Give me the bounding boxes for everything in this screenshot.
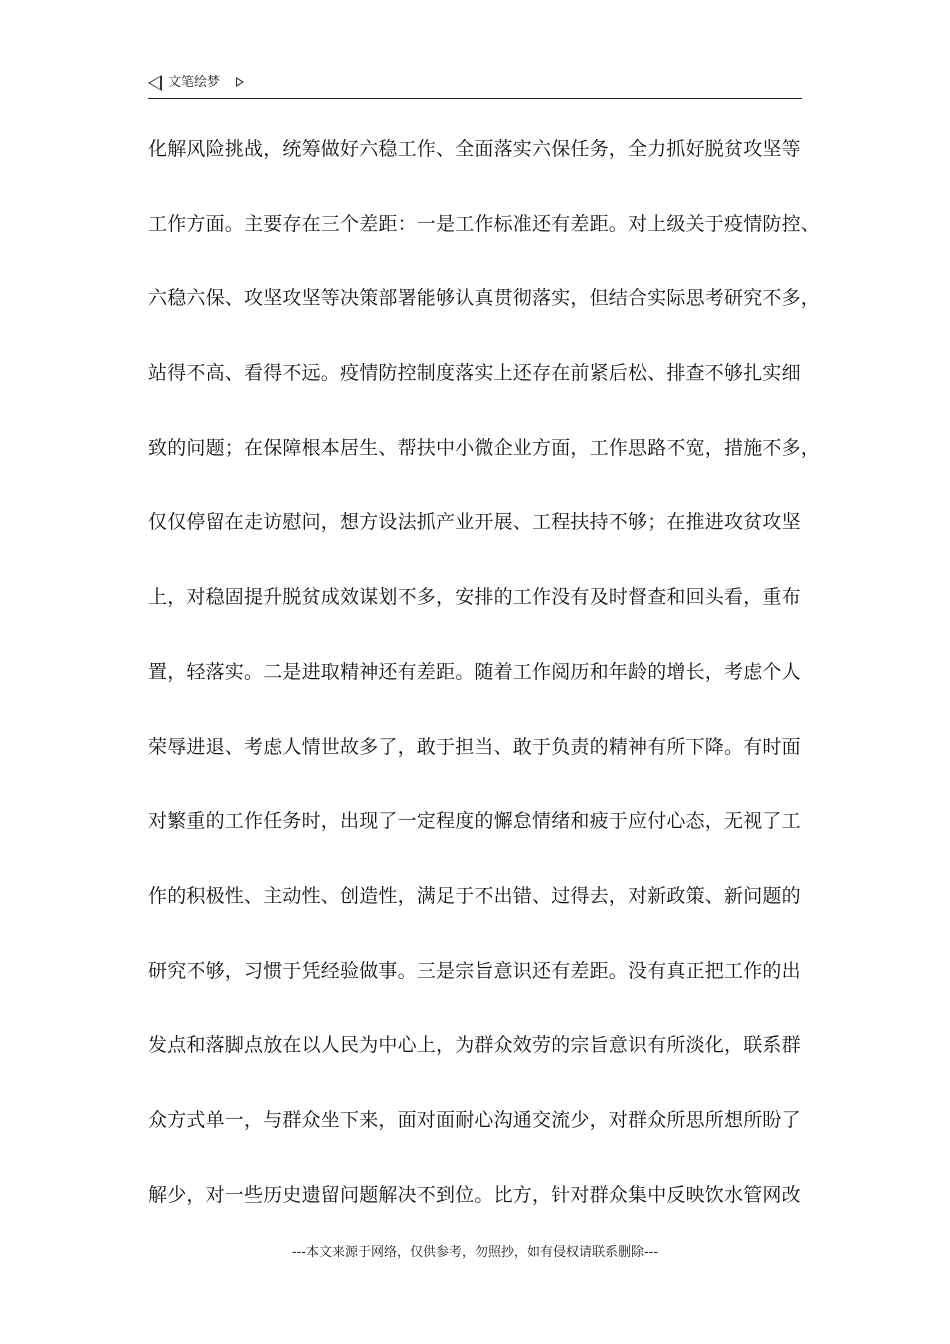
body-line: 发点和落脚点放在以人民为中心上，为群众效劳的宗旨意识有所淡化，联系群	[148, 1034, 801, 1057]
header-title: 文笔绘梦	[168, 75, 221, 90]
body-text	[148, 137, 828, 1257]
body-line: 解少，对一些历史遗留问题解决不到位。比方，针对群众集中反映饮水管网改	[148, 1183, 801, 1206]
page-header	[148, 72, 802, 99]
body-line: 化解风险挑战，统筹做好六稳工作、全面落实六保任务，全力抓好脱贫攻坚等	[148, 138, 801, 160]
body-line: 六稳六保、攻坚攻坚等决策部署能够认真贯彻落实，但结合实际思考研究不多，	[148, 287, 821, 310]
body-line: 致的问题；在保障根本居生、帮扶中小微企业方面，工作思路不宽，措施不多，	[148, 436, 821, 459]
body-line: 站得不高、看得不远。疫情防控制度落实上还存在前紧后松、排查不够扎实细	[148, 362, 801, 385]
body-line: 对繁重的工作任务时，出现了一定程度的懈怠情绪和疲于应付心态，无视了工	[148, 810, 801, 833]
right-triangle-icon	[236, 77, 244, 87]
page-footer: ---本文来源于网络，仅供参考，勿照抄，如有侵权请联系删除---	[291, 1245, 659, 1260]
body-line: 众方式单一，与群众坐下来，面对面耐心沟通交流少，对群众所思所想所盼了	[148, 1108, 801, 1131]
body-line: 仅仅停留在走访慰问，想方设法抓产业开展、工程扶持不够；在推进攻贫攻坚	[148, 511, 801, 534]
body-line: 上，对稳固提升脱贫成效谋划不多，安排的工作没有及时督查和回头看，重布	[148, 586, 801, 609]
body-line: 置，轻落实。二是进取精神还有差距。随着工作阅历和年龄的增长，考虑个人	[148, 660, 801, 683]
body-line: 研究不够，习惯于凭经验做事。三是宗旨意识还有差距。没有真正把工作的出	[148, 959, 801, 982]
body-line: 工作方面。主要存在三个差距：一是工作标准还有差距。对上级关于疫情防控、	[148, 212, 821, 235]
left-triangle-icon	[148, 75, 162, 91]
body-line: 作的积极性、主动性、创造性，满足于不出错、过得去，对新政策、新问题的	[148, 884, 801, 907]
body-line: 荣辱进退、考虑人情世故多了，敢于担当、敢于负责的精神有所下降。有时面	[148, 735, 801, 758]
